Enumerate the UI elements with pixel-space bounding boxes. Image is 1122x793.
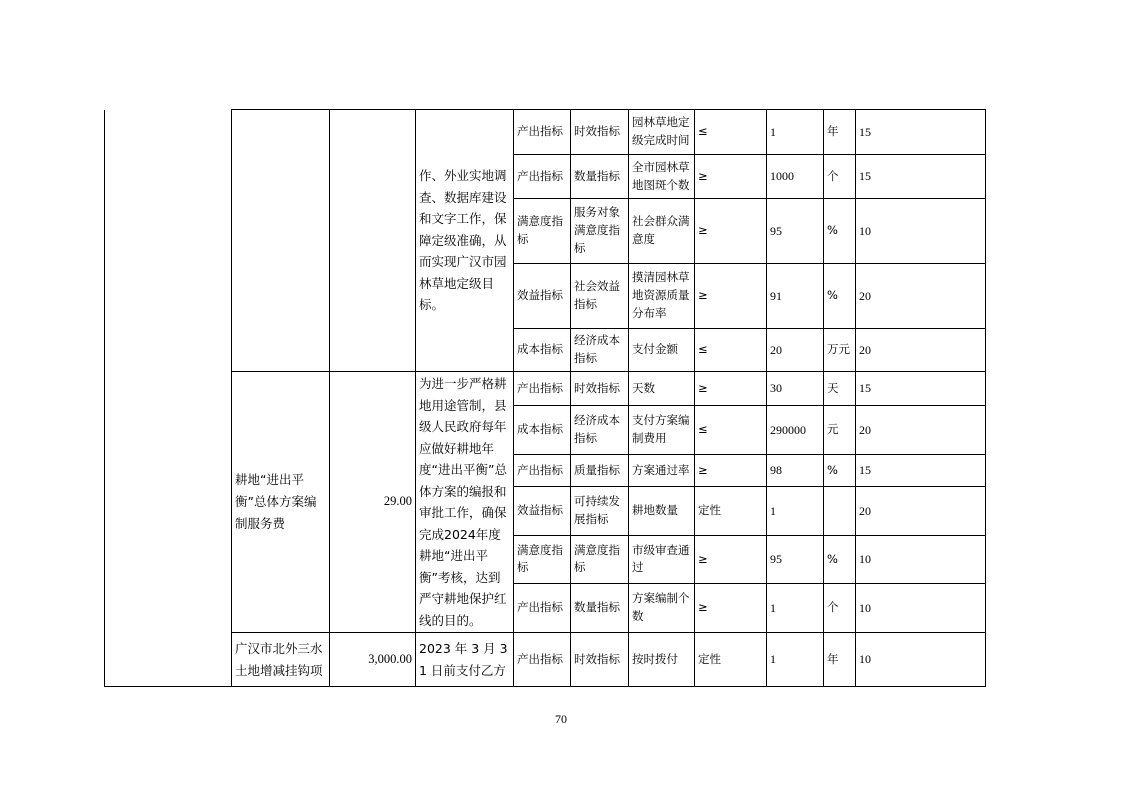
target-value-cell: 1 [767, 487, 824, 536]
level1-indicator-cell: 满意度指标 [514, 199, 571, 264]
level1-indicator-cell: 产出指标 [514, 110, 571, 155]
project-name-cell: 广汉市北外三水土地增减挂钩项 [232, 633, 330, 687]
operator-cell: 定性 [695, 633, 767, 687]
level2-indicator-cell: 时效指标 [571, 372, 629, 406]
level1-indicator-cell: 产出指标 [514, 454, 571, 486]
operator-cell: ≤ [695, 329, 767, 372]
level1-indicator-cell: 效益指标 [514, 487, 571, 536]
level2-indicator-cell: 数量指标 [571, 155, 629, 199]
operator-cell: ≥ [695, 454, 767, 486]
target-value-cell: 1 [767, 110, 824, 155]
performance-indicator-table [104, 109, 986, 687]
fund-amount-cell: 29.00 [330, 372, 416, 633]
level3-indicator-cell: 方案编制个数 [629, 584, 695, 633]
level2-indicator-cell: 满意度指标 [571, 535, 629, 584]
level2-indicator-cell: 服务对象满意度指标 [571, 199, 629, 264]
weight-cell: 15 [856, 454, 986, 486]
target-value-cell: 1 [767, 633, 824, 687]
weight-cell: 20 [856, 406, 986, 455]
level3-indicator-cell: 全市园林草地图斑个数 [629, 155, 695, 199]
operator-cell: ≥ [695, 372, 767, 406]
target-value-cell: 1000 [767, 155, 824, 199]
operator-cell: ≥ [695, 264, 767, 329]
weight-cell: 10 [856, 199, 986, 264]
level3-indicator-cell: 天数 [629, 372, 695, 406]
weight-cell: 20 [856, 329, 986, 372]
level1-indicator-cell: 产出指标 [514, 155, 571, 199]
weight-cell: 10 [856, 584, 986, 633]
page-number: 70 [555, 712, 567, 726]
unit-cell: % [824, 264, 856, 329]
level3-indicator-cell: 支付金额 [629, 329, 695, 372]
weight-cell: 15 [856, 110, 986, 155]
level2-indicator-cell: 质量指标 [571, 454, 629, 486]
target-value-cell: 91 [767, 264, 824, 329]
target-value-cell: 20 [767, 329, 824, 372]
fund-amount-cell: 3,000.00 [330, 633, 416, 687]
weight-cell: 10 [856, 535, 986, 584]
operator-cell: ≥ [695, 584, 767, 633]
performance-table-container [104, 109, 985, 678]
level2-indicator-cell: 时效指标 [571, 633, 629, 687]
unit-cell: 个 [824, 155, 856, 199]
target-value-cell: 98 [767, 454, 824, 486]
level3-indicator-cell: 支付方案编制费用 [629, 406, 695, 455]
level2-indicator-cell: 数量指标 [571, 584, 629, 633]
level3-indicator-cell: 耕地数量 [629, 487, 695, 536]
unit-cell: % [824, 454, 856, 486]
unit-cell: % [824, 199, 856, 264]
target-value-cell: 95 [767, 199, 824, 264]
operator-cell: 定性 [695, 487, 767, 536]
level3-indicator-cell: 摸清园林草地资源质量分布率 [629, 264, 695, 329]
level3-indicator-cell: 按时拨付 [629, 633, 695, 687]
target-value-cell: 290000 [767, 406, 824, 455]
level1-indicator-cell: 产出指标 [514, 372, 571, 406]
goal-description-cell: 为进一步严格耕地用途管制，县级人民政府每年应做好耕地年度“进出平衡”总体方案的编报和审批工作，确保完成2024年度耕地“进出平衡”考核，达到严守耕地保护红线的目的。 [416, 372, 514, 633]
operator-cell: ≥ [695, 199, 767, 264]
blank-left-column [105, 110, 232, 687]
unit-cell: 天 [824, 372, 856, 406]
level3-indicator-cell: 市级审查通过 [629, 535, 695, 584]
level1-indicator-cell: 产出指标 [514, 584, 571, 633]
weight-cell: 15 [856, 155, 986, 199]
weight-cell: 20 [856, 264, 986, 329]
level1-indicator-cell: 满意度指标 [514, 535, 571, 584]
level2-indicator-cell: 经济成本指标 [571, 406, 629, 455]
project-name-cell [232, 110, 330, 372]
operator-cell: ≥ [695, 155, 767, 199]
unit-cell: 元 [824, 406, 856, 455]
level1-indicator-cell: 产出指标 [514, 633, 571, 687]
level3-indicator-cell: 园林草地定级完成时间 [629, 110, 695, 155]
table-row [105, 110, 986, 155]
target-value-cell: 30 [767, 372, 824, 406]
operator-cell: ≤ [695, 406, 767, 455]
weight-cell: 10 [856, 633, 986, 687]
level3-indicator-cell: 社会群众满意度 [629, 199, 695, 264]
fund-amount-cell [330, 110, 416, 372]
level1-indicator-cell: 成本指标 [514, 406, 571, 455]
level1-indicator-cell: 效益指标 [514, 264, 571, 329]
operator-cell: ≥ [695, 535, 767, 584]
project-name-cell: 耕地“进出平衡”总体方案编制服务费 [232, 372, 330, 633]
target-value-cell: 95 [767, 535, 824, 584]
weight-cell: 15 [856, 372, 986, 406]
unit-cell: 年 [824, 110, 856, 155]
table-row [105, 633, 986, 687]
table-row [105, 372, 986, 406]
level2-indicator-cell: 可持续发展指标 [571, 487, 629, 536]
level2-indicator-cell: 经济成本指标 [571, 329, 629, 372]
unit-cell: 年 [824, 633, 856, 687]
unit-cell: 万元 [824, 329, 856, 372]
unit-cell: 个 [824, 584, 856, 633]
level3-indicator-cell: 方案通过率 [629, 454, 695, 486]
goal-description-cell: 作、外业实地调查、数据库建设和文字工作，保障定级准确，从而实现广汉市园林草地定级目标。 [416, 110, 514, 372]
unit-cell: % [824, 535, 856, 584]
weight-cell: 20 [856, 487, 986, 536]
operator-cell: ≤ [695, 110, 767, 155]
unit-cell [824, 487, 856, 536]
goal-description-cell: 2023 年 3 月 31 日前支付乙方 [416, 633, 514, 687]
level2-indicator-cell: 时效指标 [571, 110, 629, 155]
target-value-cell: 1 [767, 584, 824, 633]
level2-indicator-cell: 社会效益指标 [571, 264, 629, 329]
level1-indicator-cell: 成本指标 [514, 329, 571, 372]
